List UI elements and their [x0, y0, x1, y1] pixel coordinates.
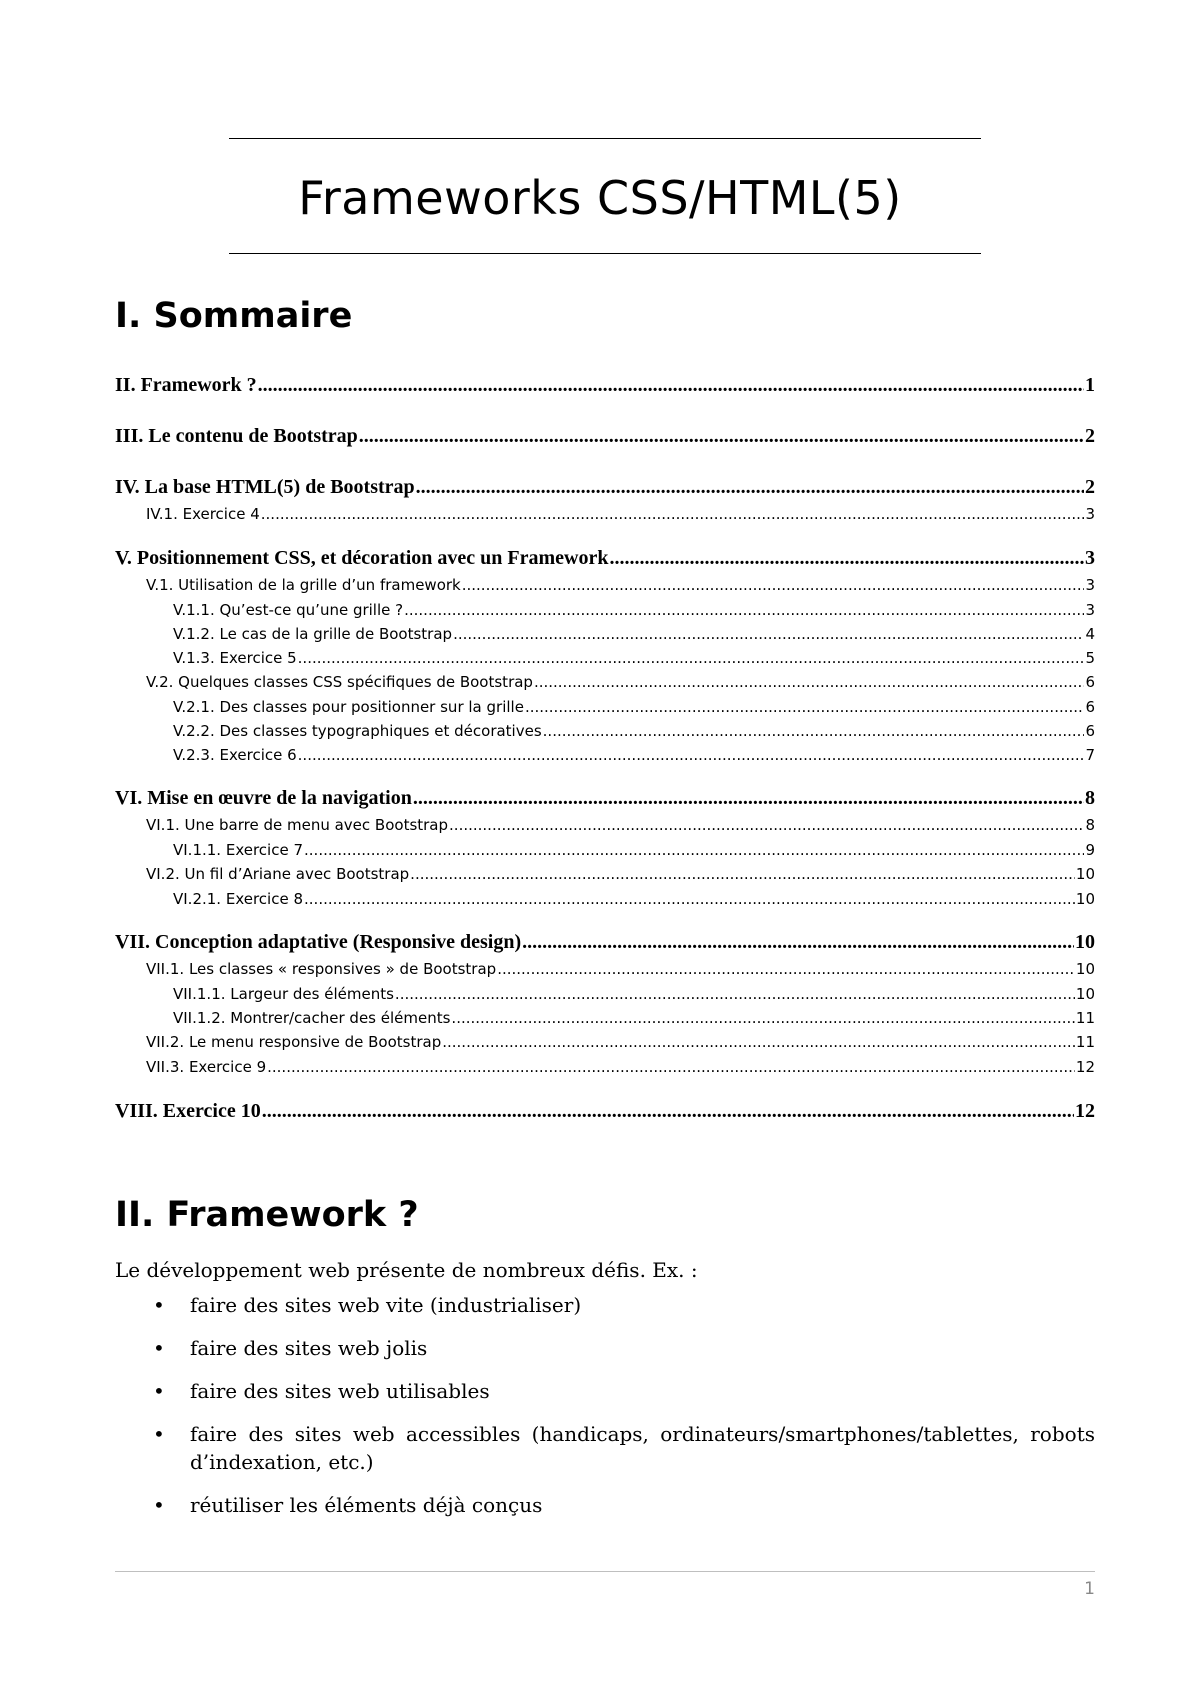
- toc-entry-page: 3: [1085, 505, 1095, 523]
- toc-leader-dots: [261, 502, 1085, 527]
- toc-entry-label: VII.1.2. Montrer/cacher des éléments: [173, 1009, 451, 1027]
- toc-leader-dots: [304, 887, 1075, 911]
- toc-entry-label: III. Le contenu de Bootstrap: [115, 425, 358, 447]
- toc-entry[interactable]: [115, 719, 1095, 743]
- list-item-text: faire des sites web jolis: [190, 1336, 428, 1360]
- toc-entry-label: VII. Conception adaptative (Responsive design): [115, 931, 522, 953]
- list-item: [115, 1491, 1095, 1519]
- toc-entry-page: 10: [1075, 985, 1095, 1003]
- toc-entry-label: V.2.2. Des classes typographiques et décoratives: [173, 722, 542, 740]
- toc-entry-page: 9: [1085, 841, 1095, 859]
- toc-leader-dots: [298, 646, 1085, 670]
- toc-entry[interactable]: [115, 370, 1095, 400]
- toc-entry-page: 6: [1085, 698, 1095, 716]
- toc-entry-page: 6: [1085, 722, 1095, 740]
- toc-entry-page: 10: [1075, 931, 1095, 953]
- toc-entry-label: V.1.2. Le cas de la grille de Bootstrap: [173, 625, 453, 643]
- toc-leader-dots: [449, 813, 1084, 838]
- toc-entry-page: 3: [1085, 601, 1095, 619]
- toc-entry-label: VIII. Exercice 10: [115, 1100, 261, 1122]
- toc-entry-page: 2: [1085, 425, 1095, 447]
- list-item-text: faire des sites web utilisables: [190, 1379, 490, 1403]
- toc-leader-dots: [525, 695, 1085, 719]
- bullet-icon: •: [153, 1493, 165, 1517]
- toc-entry[interactable]: [115, 502, 1095, 527]
- toc-entry[interactable]: [115, 862, 1095, 887]
- toc-entry-page: 10: [1075, 960, 1095, 978]
- toc-entry[interactable]: [115, 927, 1095, 957]
- toc-leader-dots: [543, 719, 1085, 743]
- toc-entry-page: 3: [1085, 576, 1095, 594]
- toc-leader-dots: [534, 670, 1085, 695]
- section-intro: Le développement web présente de nombreux défis. Ex. :: [115, 1258, 698, 1282]
- toc-entry-page: 12: [1075, 1100, 1095, 1122]
- toc-entry[interactable]: [115, 1096, 1095, 1126]
- toc-entry-page: 5: [1085, 649, 1095, 667]
- toc-entry-label: V.1. Utilisation de la grille d’un framework: [146, 576, 461, 594]
- toc-heading: I. Sommaire: [115, 296, 353, 336]
- toc-entry-label: II. Framework ?: [115, 374, 257, 396]
- toc-entry[interactable]: [115, 598, 1095, 622]
- toc-entry[interactable]: [115, 421, 1095, 451]
- toc-entry-page: 12: [1075, 1058, 1095, 1076]
- toc-entry-page: 6: [1085, 673, 1095, 691]
- toc-entry-label: IV.1. Exercice 4: [146, 505, 260, 523]
- toc-entry-label: V.1.1. Qu’est-ce qu’une grille ?: [173, 601, 404, 619]
- toc-entry[interactable]: [115, 838, 1095, 862]
- toc-leader-dots: [497, 957, 1075, 982]
- bullet-icon: •: [153, 1336, 165, 1360]
- toc-entry[interactable]: [115, 543, 1095, 573]
- toc-entry-label: V.2.3. Exercice 6: [173, 746, 297, 764]
- bullet-icon: •: [153, 1293, 165, 1317]
- toc-leader-dots: [262, 1096, 1074, 1126]
- toc-leader-dots: [404, 598, 1084, 622]
- toc-leader-dots: [395, 982, 1075, 1006]
- toc-entry[interactable]: [115, 813, 1095, 838]
- toc-entry-label: VI.1.1. Exercice 7: [173, 841, 304, 859]
- toc-entry[interactable]: [115, 1030, 1095, 1055]
- toc-entry-label: V.2. Quelques classes CSS spécifiques de Bootstrap: [146, 673, 533, 691]
- toc-leader-dots: [416, 472, 1084, 502]
- toc-leader-dots: [359, 421, 1084, 451]
- toc-leader-dots: [410, 862, 1075, 887]
- toc-entry[interactable]: [115, 1055, 1095, 1080]
- toc-leader-dots: [522, 927, 1074, 957]
- toc-entry-page: 3: [1085, 547, 1095, 569]
- page-number: 1: [1084, 1579, 1095, 1599]
- toc-entry[interactable]: [115, 472, 1095, 502]
- toc-leader-dots: [304, 838, 1084, 862]
- document-title: Frameworks CSS/HTML(5): [298, 171, 902, 225]
- toc-entry[interactable]: [115, 1006, 1095, 1030]
- list-item-text: faire des sites web accessibles (handicaps, ordinateurs/smartphones/tablettes, robots d’indexation, etc.): [190, 1422, 1095, 1474]
- toc-entry-page: 7: [1085, 746, 1095, 764]
- toc-entry-label: V.1.3. Exercice 5: [173, 649, 297, 667]
- list-item-text: réutiliser les éléments déjà conçus: [190, 1493, 543, 1517]
- toc-entry-page: 1: [1085, 374, 1095, 396]
- toc-entry-label: VII.2. Le menu responsive de Bootstrap: [146, 1033, 442, 1051]
- toc-entry[interactable]: [115, 646, 1095, 670]
- list-item: [115, 1420, 1095, 1476]
- bullet-icon: •: [153, 1422, 165, 1446]
- toc-leader-dots: [258, 370, 1084, 400]
- toc-entry-page: 11: [1075, 1009, 1095, 1027]
- toc-entry-label: VI. Mise en œuvre de la navigation: [115, 787, 412, 809]
- challenges-list: [115, 1291, 1095, 1534]
- toc-entry-page: 2: [1085, 476, 1095, 498]
- toc-entry-label: IV. La base HTML(5) de Bootstrap: [115, 476, 415, 498]
- toc-entry[interactable]: [115, 670, 1095, 695]
- toc-leader-dots: [442, 1030, 1075, 1055]
- toc-leader-dots: [413, 783, 1084, 813]
- toc-entry[interactable]: [115, 743, 1095, 767]
- list-item: [115, 1334, 1095, 1362]
- toc-entry[interactable]: [115, 982, 1095, 1006]
- toc-entry-label: VI.1. Une barre de menu avec Bootstrap: [146, 816, 449, 834]
- list-item-text: faire des sites web vite (industrialiser): [190, 1293, 582, 1317]
- title-top-rule: [229, 138, 981, 139]
- toc-entry-page: 8: [1085, 816, 1095, 834]
- list-item: [115, 1377, 1095, 1405]
- toc-leader-dots: [453, 622, 1084, 646]
- toc-entry-label: VI.2.1. Exercice 8: [173, 890, 304, 908]
- toc-entry[interactable]: [115, 887, 1095, 911]
- list-item: [115, 1291, 1095, 1319]
- footer-rule: [115, 1571, 1095, 1572]
- table-of-contents: [115, 370, 1095, 1126]
- bullet-icon: •: [153, 1379, 165, 1403]
- toc-entry-page: 4: [1085, 625, 1095, 643]
- toc-leader-dots: [609, 543, 1084, 573]
- toc-leader-dots: [451, 1006, 1074, 1030]
- toc-entry-label: VII.3. Exercice 9: [146, 1058, 267, 1076]
- toc-entry[interactable]: [115, 783, 1095, 813]
- toc-entry-label: VII.1. Les classes « responsives » de Bootstrap: [146, 960, 497, 978]
- toc-entry-label: VII.1.1. Largeur des éléments: [173, 985, 394, 1003]
- toc-entry-page: 10: [1075, 865, 1095, 883]
- toc-leader-dots: [267, 1055, 1075, 1080]
- toc-entry-label: V. Positionnement CSS, et décoration avec un Framework: [115, 547, 609, 569]
- toc-leader-dots: [298, 743, 1085, 767]
- toc-entry-page: 11: [1075, 1033, 1095, 1051]
- toc-entry[interactable]: [115, 695, 1095, 719]
- toc-leader-dots: [462, 573, 1085, 598]
- toc-entry-label: V.2.1. Des classes pour positionner sur la grille: [173, 698, 524, 716]
- section-heading-framework: II. Framework ?: [115, 1195, 419, 1235]
- toc-entry-page: 8: [1085, 787, 1095, 809]
- toc-entry[interactable]: [115, 957, 1095, 982]
- toc-entry[interactable]: [115, 573, 1095, 598]
- toc-entry[interactable]: [115, 622, 1095, 646]
- toc-entry-page: 10: [1075, 890, 1095, 908]
- toc-entry-label: VI.2. Un fil d’Ariane avec Bootstrap: [146, 865, 410, 883]
- title-bottom-rule: [229, 253, 981, 254]
